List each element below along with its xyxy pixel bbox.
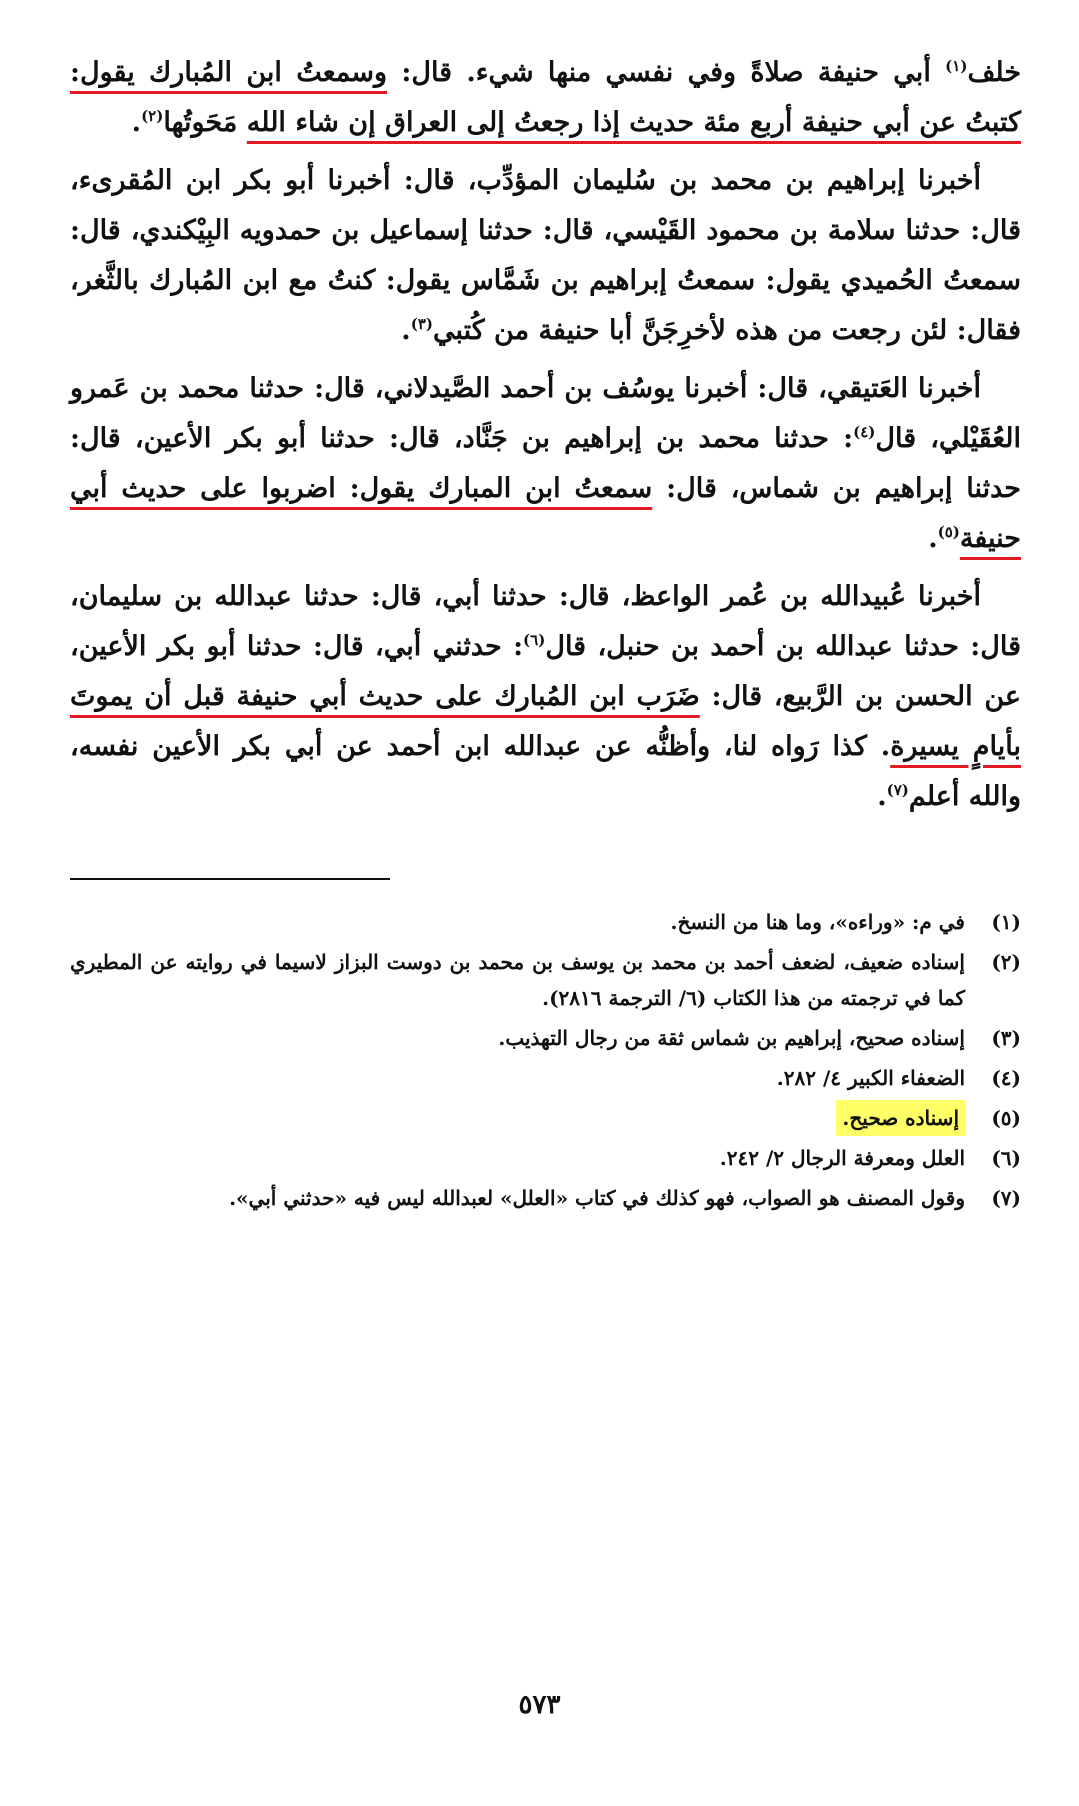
text: أخبرنا إبراهيم بن محمد بن سُليمان المؤدِّب، قال: أخبرنا أبو بكر ابن المُقرىء، قال: حدثنا سلامة بن محمود القَيْسي، قال: حدثنا إسماعيل بن حمدويه البِيْكندي، قال: سمعتُ الحُميدي يقول: سمعتُ إبراهيم بن شَمَّاس يقول: كنتُ مع ابن المُبارك بالثَّغر، فقال: لئن رجعت من هذه لأخرِجَنَّ أبا حنيفة من كُتبي [70,165,1021,346]
paragraph-2 [70,156,1021,356]
footnote-ref-3: (٣) [410,315,433,333]
text: أخبرنا عُبيدالله بن عُمر الواعظ، قال: حدثنا أبي، قال: حدثنا عبدالله بن سليمان، قال: حدثنا عبدالله بن أحمد بن حنبل، قال [70,581,1021,662]
footnote-text: الضعفاء الكبير ٤/ ٢٨٢. [776,1066,965,1090]
footnote-number: (١) [991,910,1021,934]
text: أبي حنيفة صلاةً وفي نفسي منها شيء. قال: [387,57,946,88]
footnote-text: العلل ومعرفة الرجال ٢/ ٢٤٢. [719,1146,965,1170]
footnote-item-highlighted [70,1100,1021,1136]
underlined-text: وسمعتُ ابن المُبارك يقول: كتبتُ عن أبي حنيفة أربع مئة حديث إذا رجعتُ إلى العراق إن شاء الله [70,57,1021,138]
text: : حدثنا محمد بن إبراهيم بن جَنَّاد، قال: حدثنا أبو بكر الأعين، قال: حدثنا إبراهيم بن شماس، قال: [70,423,1021,504]
footnote-number: (٧) [991,1186,1021,1210]
text: . [131,107,142,138]
footnote-ref-4: (٤) [853,423,876,441]
footnote-text: إسناده ضعيف، لضعف أحمد بن محمد بن يوسف بن محمد بن دوست البزاز لاسيما في روايته عن المطيري كما في ترجمته من هذا الكتاب (٦/ الترجمة ٢٨١٦). [70,950,965,1010]
footnote-text: إسناده صحيح، إبراهيم بن شماس ثقة من رجال التهذيب. [498,1026,965,1050]
footnote-item [70,944,1021,1016]
footnote-separator [70,878,390,880]
highlighted-footnote-text: إسناده صحيح. [836,1100,965,1136]
paragraph-1 [70,48,1021,148]
footnote-item [70,1060,1021,1096]
text: . كذا رَواه لنا، وأظنُّه عن عبدالله ابن أحمد عن أبي بكر الأعين نفسه، والله أعلم [70,731,1021,812]
text: . [877,781,887,812]
footnote-number: (٦) [991,1146,1021,1170]
footnote-number: (٣) [991,1026,1021,1050]
footnotes [70,904,1021,1216]
paragraph-4 [70,572,1021,822]
underlined-text: سمعتُ ابن المبارك يقول: اضربوا على حديث أبي حنيفة [70,473,1021,554]
footnote-ref-5: (٥) [937,523,960,541]
text: أخبرنا العَتيقي، قال: أخبرنا يوسُف بن أحمد الصَّيدلاني، قال: حدثنا محمد بن عَمرو العُقَيْلي، قال [70,373,1021,454]
text: مَحَوتُها [163,107,247,138]
footnote-number: (٢) [991,950,1021,974]
footnote-item [70,1020,1021,1056]
footnote-ref-2: (٢) [141,107,164,125]
text: خلف [967,57,1022,88]
paragraph-3 [70,364,1021,564]
page-number: ٥٧٣ [518,1690,561,1720]
footnote-ref-1: (١) [945,57,968,75]
text: . [401,315,411,346]
footnote-number: (٥) [991,1106,1021,1130]
text: . [928,523,938,554]
footnote-ref-7: (٧) [886,781,909,799]
footnote-text: وقول المصنف هو الصواب، فهو كذلك في كتاب «العلل» لعبدالله ليس فيه «حدثني أبي». [229,1186,965,1210]
text: : حدثني أبي، قال: حدثنا أبو بكر الأعين، عن الحسن بن الرَّبيع، قال: [70,631,1021,712]
main-text [70,48,1021,822]
footnote-item [70,1180,1021,1216]
footnote-number: (٤) [991,1066,1021,1090]
footnote-ref-6: (٦) [523,631,546,649]
footnote-item [70,1140,1021,1176]
footnote-text: في م: «وراءه»، وما هنا من النسخ. [670,910,965,934]
underlined-text: ضَرَب ابن المُبارك على حديث أبي حنيفة قبل أن يموتَ بأيامٍ يسيرة [70,681,1021,762]
footnote-item [70,904,1021,940]
